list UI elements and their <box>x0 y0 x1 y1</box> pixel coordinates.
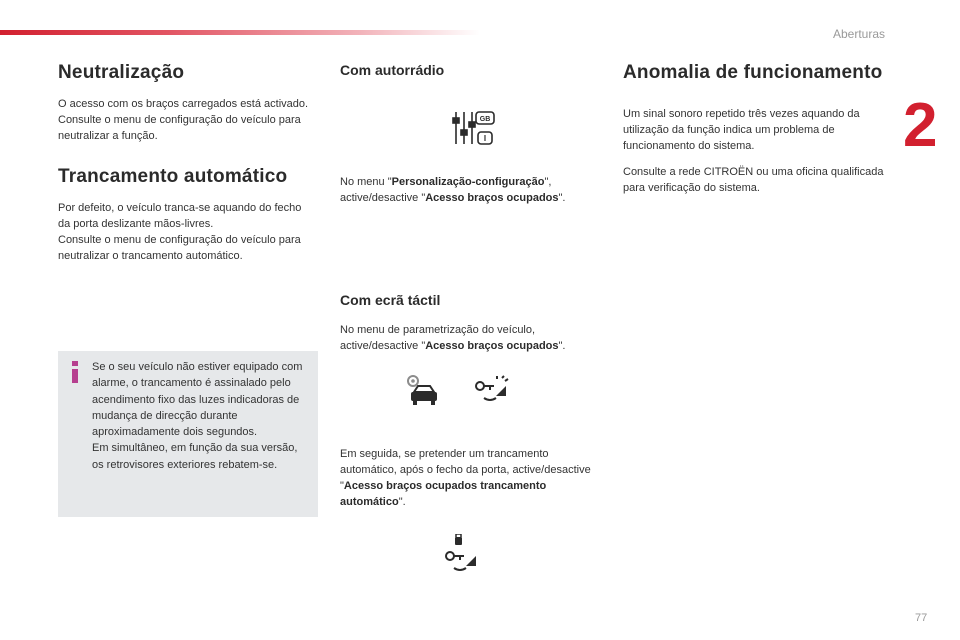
paragraph-autorradio <box>340 174 605 206</box>
menu-name-personalizacao: Personalização-configuração <box>391 176 545 188</box>
radio-icon-gb-label: GB <box>479 116 491 123</box>
section-label: Aberturas <box>832 27 885 41</box>
column-com-autorradio <box>340 62 605 580</box>
option-acesso-bracos-ocupados: Acesso braços ocupados <box>425 192 559 204</box>
auto-lock-icon-area <box>340 510 605 580</box>
heading-trancamento-automatico: Trancamento automático <box>58 166 288 187</box>
paragraph-anomalia-sinal: Um sinal sonoro repetido três vezes aquando da utilização da função indica um problema de funcionamento do sistema. <box>623 108 860 152</box>
header-accent-bar <box>0 30 480 35</box>
text-fragment: Em seguida, se pretender um trancamento automático, após o fecho da porta, active/desactive " <box>340 448 591 492</box>
column-anomalia <box>623 62 888 196</box>
radio-icon-i-label: I <box>483 134 487 143</box>
paragraph-ecra-tactil <box>340 322 605 354</box>
hands-free-access-icon <box>470 374 510 404</box>
info-icon <box>70 361 80 383</box>
paragraph-trancamento-automatico: Por defeito, o veículo tranca-se aquando do fecho da porta deslizante mãos-livres. Consulte o menu de configuração do veículo para neutralizar o trancamento automático. <box>58 202 302 262</box>
paragraph-neutralizacao: O acesso com os braços carregados está activado. Consulte o menu de configuração do veículo para neutralizar a função. <box>58 98 309 142</box>
page-number: 77 <box>915 612 928 624</box>
radio-settings-icon <box>450 110 496 154</box>
text-fragment: No menu de parametrização do veículo, active/desactive " <box>340 324 536 352</box>
paragraph-trancamento-opcional <box>340 446 605 510</box>
heading-neutralizacao: Neutralização <box>58 62 185 83</box>
text-fragment: ". <box>398 496 406 508</box>
option-acesso-bracos-trancamento: Acesso braços ocupados trancamento automático <box>340 480 547 508</box>
heading-com-autorradio: Com autorrádio <box>340 62 445 78</box>
text-fragment: ". <box>558 340 566 352</box>
text-fragment: ". <box>558 192 566 204</box>
text-fragment: No menu " <box>340 176 392 188</box>
paragraph-anomalia-rede: Consulte a rede CITROËN ou uma oficina qualificada para verificação do sistema. <box>623 166 884 194</box>
info-note-text: Se o seu veículo não estiver equipado com alarme, o trancamento é assinalado pelo acendimento fixo das luzes indicadoras de mudança de direcção durante aproximadamente dois segundos. Em simultâneo, em função da sua versão, os retrovisores exteriores rebatem-se. <box>92 361 303 471</box>
touchscreen-icons-area <box>340 354 605 446</box>
text-fragment: active/desactive " <box>340 192 426 204</box>
text-fragment: ", <box>544 176 552 188</box>
column-neutralizacao <box>58 62 316 264</box>
chapter-number: 2 <box>903 91 938 160</box>
radio-icon-area <box>340 78 605 174</box>
heading-com-ecra-tactil: Com ecrã táctil <box>340 292 441 308</box>
heading-anomalia-de-funcionamento: Anomalia de funcionamento <box>623 62 883 83</box>
hands-free-lock-icon <box>440 534 480 574</box>
vehicle-settings-icon <box>406 374 440 408</box>
info-note-box <box>58 351 318 517</box>
option-acesso-bracos-ocupados: Acesso braços ocupados <box>425 340 559 352</box>
